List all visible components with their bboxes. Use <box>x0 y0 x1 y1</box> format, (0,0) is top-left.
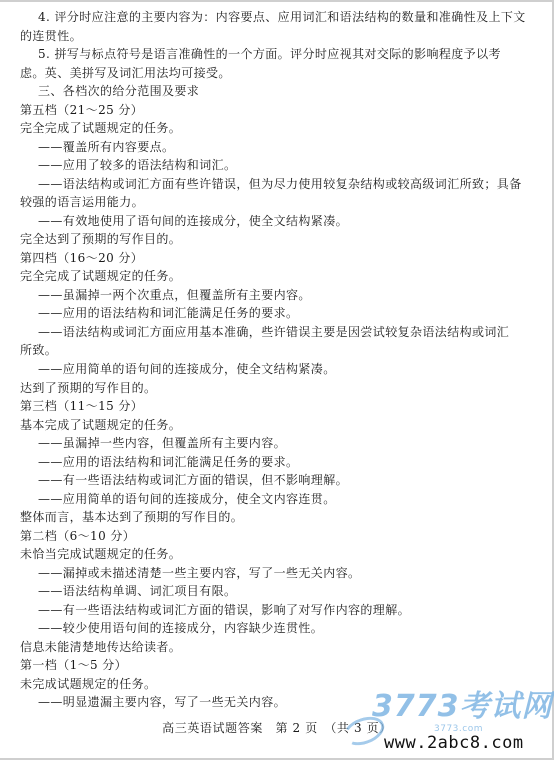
watermark-logo: 3773考试网 <box>372 689 553 724</box>
criteria-item: ——明显遗漏主要内容，写了一些无关内容。 <box>38 695 287 709</box>
text-line: 完全完成了试题规定的任务。 <box>20 121 182 135</box>
text-line: 未恰当完成试题规定的任务。 <box>20 547 182 561</box>
criteria-item: ——虽漏掉一两个次重点，但覆盖所有主要内容。 <box>38 288 311 302</box>
section-heading: 三、各档次的给分范围及要求 <box>38 84 200 98</box>
text-line: 未完成试题规定的任务。 <box>20 677 157 691</box>
text-line: 的连贯性。 <box>20 29 83 43</box>
criteria-item: ——虽漏掉一些内容，但覆盖所有主要内容。 <box>38 436 287 450</box>
grade-heading: 第五档（21～25 分） <box>20 103 144 117</box>
criteria-item: ——有一些语法结构或词汇方面的错误，但不影响理解。 <box>38 473 349 487</box>
criteria-item: ——有效地使用了语句间的连接成分，使全文结构紧凑。 <box>38 214 349 228</box>
watermark-url: www.2abc8.com <box>384 733 524 753</box>
criteria-item: ——较少使用语句间的连接成分，内容缺少连贯性。 <box>38 621 324 635</box>
criteria-item: ——应用的语法结构和词汇能满足任务的要求。 <box>38 455 299 469</box>
criteria-item: ——应用的语法结构和词汇能满足任务的要求。 <box>38 306 299 320</box>
text-line: 达到了预期的写作目的。 <box>20 381 157 395</box>
text-line: 较强的语言运用能力。 <box>20 195 145 209</box>
watermark-small-url: 3773.com <box>434 724 483 734</box>
criteria-item: ——漏掉或未描述清楚一些主要内容，写了一些无关内容。 <box>38 566 361 580</box>
text-line: 完全达到了预期的写作目的。 <box>20 232 182 246</box>
text-line: 4. 评分时应注意的主要内容为：内容要点、应用词汇和语法结构的数量和准确性及上下文 <box>38 10 526 24</box>
criteria-item: ——应用简单的语句间的连接成分，使全文内容连贯。 <box>38 492 336 506</box>
grade-heading: 第一档（1～5 分） <box>20 658 128 672</box>
text-line: 完全完成了试题规定的任务。 <box>20 269 182 283</box>
text-line: 整体而言，基本达到了预期的写作目的。 <box>20 510 244 524</box>
text-line: 5. 拼写与标点符号是语言准确性的一个方面。评分时应视其对交际的影响程度予以考 <box>38 47 501 61</box>
criteria-item: ——覆盖所有内容要点。 <box>38 140 175 154</box>
grade-heading: 第三档（11～15 分） <box>20 399 144 413</box>
grade-heading: 第二档（6～10 分） <box>20 529 136 543</box>
page-footer: 高三英语试题答案 第 2 页 （共 3 页） <box>162 721 392 735</box>
text-line: 信息未能清楚地传达给读者。 <box>20 640 182 654</box>
criteria-item: ——应用了较多的语法结构和词汇。 <box>38 158 237 172</box>
text-line: 虑。英、美拼写及词汇用法均可接受。 <box>20 66 231 80</box>
criteria-item: ——有一些语法结构或词汇方面的错误，影响了对写作内容的理解。 <box>38 603 411 617</box>
page-edge-top <box>0 0 554 2</box>
criteria-item: ——语法结构或词汇方面有些许错误，但为尽力使用较复杂结构或较高级词汇所致；具备 <box>38 177 522 191</box>
criteria-item: ——语法结构或词汇方面应用基本准确，些许错误主要是因尝试较复杂语法结构或词汇 <box>38 325 510 339</box>
text-line: 所致。 <box>20 343 58 357</box>
criteria-item: ——应用简单的语句间的连接成分，使全文结构紧凑。 <box>38 362 336 376</box>
grade-heading: 第四档（16～20 分） <box>20 251 144 265</box>
criteria-item: ——语法结构单调、词汇项目有限。 <box>38 584 237 598</box>
text-line: 基本完成了试题规定的任务。 <box>20 418 182 432</box>
